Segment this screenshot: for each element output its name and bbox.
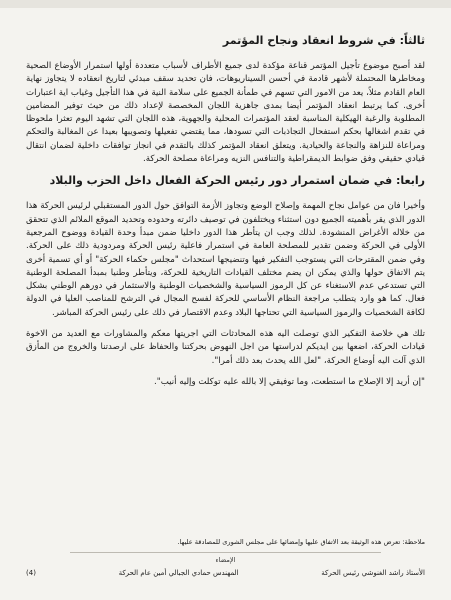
section-4-heading: رابعا: في ضمان استمرار دور رئيس الحركة الفعال داخل الحزب والبلاد	[49, 174, 425, 188]
closing-quote: "إن أريد إلا الإصلاح ما استطعت، وما توفيقي إلا بالله عليه توكلت وإليه أنيب".	[154, 376, 425, 387]
signature-footer	[26, 568, 425, 578]
section-4-paragraph-2: تلك هي خلاصة التفكير الذي توصلت اليه هذه المحادثات التي اجريتها معكم والمشاورات مع العديد من الاخوة قيادات الحركة، اضعها بين ايديكم لدراستها من اجل النهوض بحركتنا والحفاظ على ارصدتنا والخروج من المأزق الذي آلت اليه أوضاع الحركة، "لعل الله يحدث بعد ذلك أمرا".	[26, 329, 425, 366]
section-4-paragraph-1: وأخيرا فان من عوامل نجاح المهمة وإصلاح الوضع وتجاوز الأزمة التوافق حول الدور المستقبلي لرئيس الحركة هذا الدور الذي يقر بأهميته الجميع دون استثناء ويختلفون في توصيف دائرته وحدوده وتحديد الموقع الملائم الذي تتحقق من خلاله الأغراض المنشودة. لذلك وجب ان يتأطر هذا الدور داخليا ضمن مبدأ وحدة القيادة ووضوح المرجعية الأولى في الحركة وضمن تقدير للمصلحة العامة في استمرار فاعلية رئيس الحركة ومردودية ذلك على الحركة. وفي ضمن المقترحات التي يستوجب التفكير فيها وتنضيجها استحداث "مجلس حكماء الحركة" أو أي تسمية أخرى يتم الاتفاق حولها والذي يمكن ان يضم مختلف القيادات التاريخية للحركة، ويتأطر وطنيا بمبدأ المصلحة الوطنية التي تستدعي عدم الاستغناء عن كل الرموز السياسية والشخصيات الوطنية والاستثمار في دورهم الوطني بشكل فعال. كما هو وارد يتطلب مراجعة النظام الأساسي للحركة لفسح المجال في الترشح للمناصب العليا في الدولة لكافة الشخصيات والرموز السياسية التي تحتاجها البلاد وعدم الاقتصار في ذلك على رئيس الحركة المباشر.	[26, 201, 425, 318]
section-3-heading: ثالثاً: في شروط انعقاد ونجاح المؤتمر	[222, 34, 425, 47]
signer-president: الأستاذ راشد الغنوشي رئيس الحركة	[321, 569, 425, 577]
signer-secretary-general: المهندس حمادي الجبالي أمين عام الحركة	[118, 569, 239, 577]
page-number: (4)	[26, 569, 36, 577]
section-3-paragraph: لقد أصبح موضوع تأجيل المؤتمر قناعة مؤكدة لدى جميع الأطراف لأسباب متعددة أولها استمرار الأوضاع الصحية ومخاطرها المحتملة لأشهر قادمة في أحسن السيناريوهات، فان تحديد سقف مبدئي لتاريخ انعقاده لا يتجاوز نهاية العام القادم مثلاً، يعد من الامور التي تسهم في طمأنة الجميع على سلامة النية في هذا التأجيل وغياب اية اعتبارات أخرى. كما يرتبط انعقاد المؤتمر أيضا بمدى جاهزية اللجان المخصصة لإعداد ذلك من حيث توفير المضامين المطلوبة والرغبة الهيكلية المناسبة لعقد المؤتمرات المحلية والجهوية، هذه اللجان التي تشهد اليوم تعثرا ملحوظا في تقدم اشغالها بحكم استفحال التجاذبات التي تسودها، مما يقتضي تفعيلها وتصويبها بعيدا عن المغالبة والتحكم ومراعاة للنزاهة والنجاعة والحيادية. ويتعلق انعقاد المؤتمر كذلك بالتقدم في انجاز توافقات داخلية لضمان انتقال قيادي حقيقي وفق ضوابط الديمقراطية والتنافس النزيه ومراعاة مصلحة الحركة.	[26, 61, 425, 165]
signature-divider	[70, 552, 381, 553]
page-top-strip	[0, 0, 451, 8]
signature-label: الإمضاء	[215, 556, 236, 564]
approval-note: ملاحظة: تعرض هذه الوثيقة بعد الاتفاق عليها وإمضائها على مجلس الشورى للمصادقة عليها.	[177, 538, 425, 546]
